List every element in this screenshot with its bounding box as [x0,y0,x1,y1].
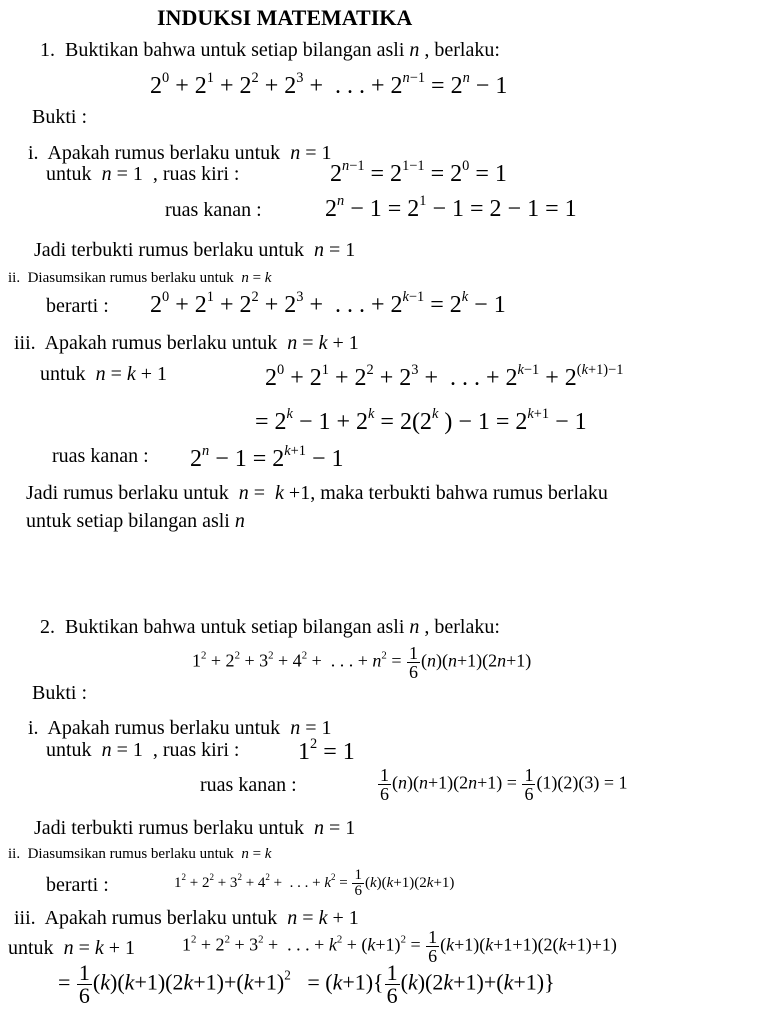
bukti-label-1: Bukti : [32,106,88,128]
step-ii-text-1: ii. Diasumsikan rumus berlaku untuk n = k [8,270,272,286]
ruas-kanan-label-2: ruas kanan : [200,774,297,796]
berarti-equation-1: $2^0 + 2^1 + 2^2 + 2^3$ + . . . + $2^{k-1} = 2^k - 1$ [150,289,506,318]
ruas-kanan-equation-1: $2^n - 1 = 2^{k+1} - 1$ [190,443,344,472]
step-iii-text-2: iii. Apakah rumus berlaku untuk n = k + 1 [14,907,359,929]
problem-2-heading: 2. Buktikan bahwa untuk setiap bilangan asli n , berlaku: [40,616,500,638]
step-iii-equation-1: $2^0 + 2^1 + 2^2 + 2^3$ + . . . + $2^{k-1} + 2^{(k+1)-1}$ [265,362,624,391]
problem-1-heading: 1. Buktikan bahwa untuk setiap bilangan asli n , berlaku: [40,39,500,61]
problem-2-formula: $1^2 + 2^2 + 3^2 + 4^2$ + . . . + $n^2$ = $\frac{1}{6}$ (n)(n+1)(2n+1) [192,643,532,682]
step-i-text-2: i. Apakah rumus berlaku untuk n = 1 [28,717,332,739]
bukti-label-2: Bukti : [32,682,88,704]
berarti-label-1: berarti : [46,295,109,317]
ruas-kanan-label-1: ruas kanan : [165,199,262,221]
berarti-label-2: berarti : [46,874,109,896]
berarti-equation-2: $1^2 + 2^2 + 3^2 + 4^2$ + . . . + $k^2$ = $\frac{1}{6}$ (k)(k+1)(2k+1) [174,867,455,899]
step-i-text-1: i. Apakah rumus berlaku untuk n = 1 [28,142,332,164]
step-iii-equation-2b: = $\frac{1}{6}$ $(k)(k+1)(2k+1)+(k+1)^2 = (k+1)${ $\frac{1}{6}$ (k)(2k+1)+(k+1)} [58,960,555,1008]
step-i-untuk-2: untuk n = 1 , ruas kiri : [46,739,240,761]
step-iii-equation-2a: $1^2 + 2^2 + 3^2$ + . . . + $k^2 + (k+1)^2$ = $\frac{1}{6}$ (k+1)(k+1+1)(2(k+1)+1) [182,927,617,966]
step-ii-text-2: ii. Diasumsikan rumus berlaku untuk n = k [8,846,272,862]
conclusion-line-2: untuk setiap bilangan asli n [26,510,245,532]
step-i-left-side-2: $1^2 = 1$ [298,736,355,765]
step-iii-text-1: iii. Apakah rumus berlaku untuk n = k + 1 [14,332,359,354]
step-iii-untuk-1: untuk n = k + 1 [40,363,168,385]
step-i-left-side-1: $2^{n-1} = 2^{1-1} = 2^0 = 1$ [330,158,507,187]
problem-1-formula: $2^0 + 2^1 + 2^2 + 2^3$ + . . . + $2^{n-1} = 2^n - 1$ [150,70,508,99]
jadi-terbukti-2: Jadi terbukti rumus berlaku untuk n = 1 [34,817,356,839]
step-i-right-side-2: $\frac{1}{6}$ (n)(n+1)(2n+1) = $\frac{1}{6}$ (1)(2)(3) = 1 [380,765,628,804]
step-iii-equation-2: = $2^k - 1 + 2^k = 2(2^k$ ) − $1 = 2^{k+1} - 1$ [255,406,587,435]
step-i-right-side-1: $2^n - 1 = 2^1 - 1 = 2 - 1 = 1$ [325,193,577,222]
step-iii-untuk-2: untuk n = k + 1 [8,937,136,959]
conclusion-line-1: Jadi rumus berlaku untuk n = k +1, maka terbukti bahwa rumus berlaku [26,482,608,504]
page-title: INDUKSI MATEMATIKA [157,5,413,30]
jadi-terbukti-1: Jadi terbukti rumus berlaku untuk n = 1 [34,239,356,261]
ruas-kanan-label-1b: ruas kanan : [52,445,149,467]
step-i-untuk-1: untuk n = 1 , ruas kiri : [46,163,240,185]
